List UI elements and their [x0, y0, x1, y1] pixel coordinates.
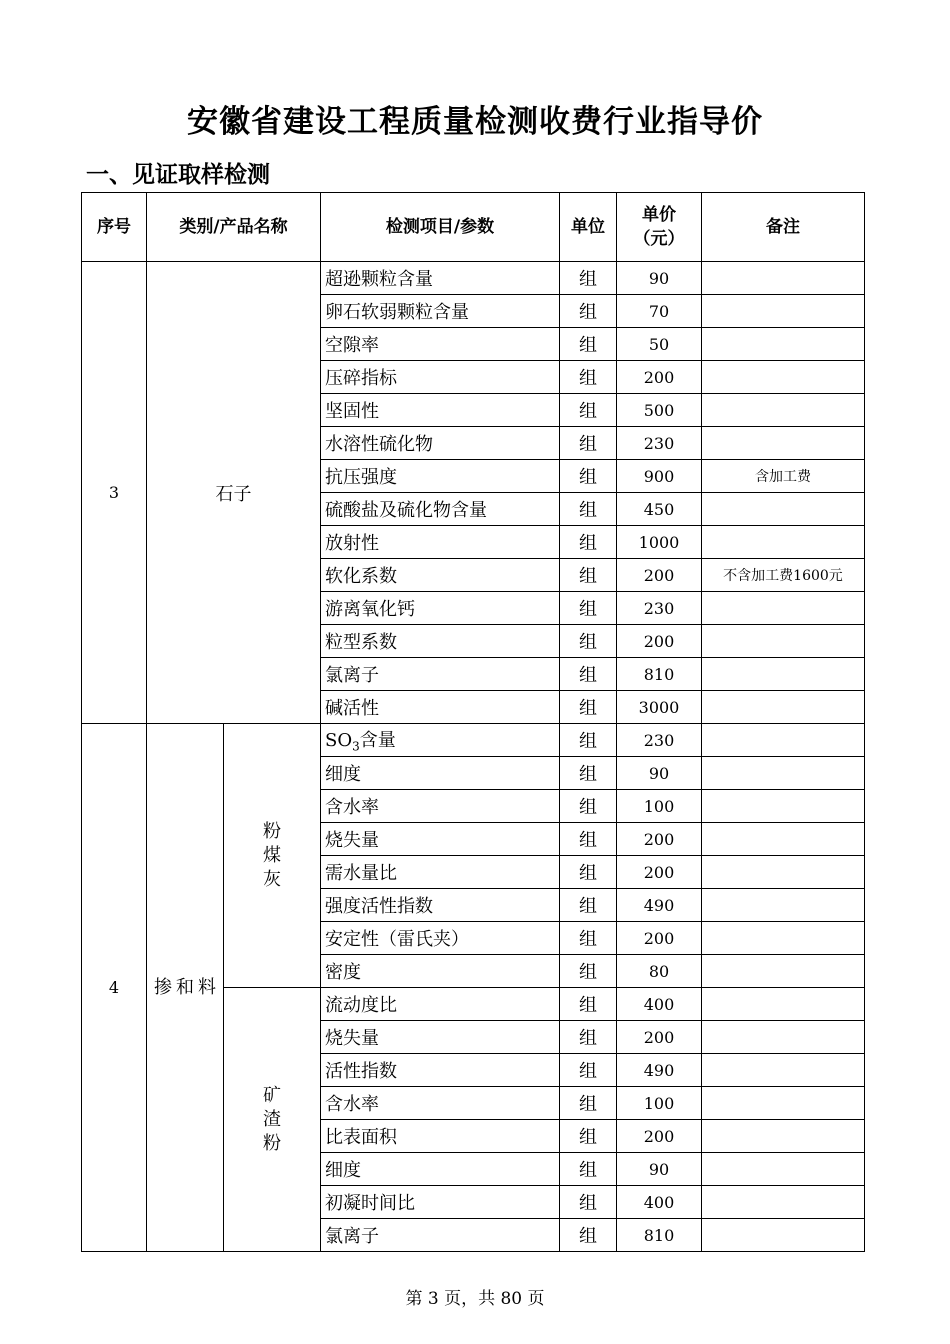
subcategory-cell — [224, 724, 321, 988]
unit-cell: 组 — [560, 1186, 617, 1219]
note-cell — [702, 922, 865, 955]
document-title: 安徽省建设工程质量检测收费行业指导价 — [187, 104, 763, 140]
price-cell: 810 — [617, 1219, 702, 1252]
price-cell: 200 — [617, 922, 702, 955]
header-price — [617, 193, 702, 262]
item-cell: 水溶性硫化物 — [321, 427, 560, 460]
unit-cell: 组 — [560, 1153, 617, 1186]
note-cell — [702, 889, 865, 922]
unit-cell: 组 — [560, 526, 617, 559]
price-cell: 450 — [617, 493, 702, 526]
unit-cell: 组 — [560, 1054, 617, 1087]
item-cell: 超逊颗粒含量 — [321, 262, 560, 295]
unit-cell: 组 — [560, 922, 617, 955]
price-cell: 500 — [617, 394, 702, 427]
price-cell: 400 — [617, 988, 702, 1021]
unit-cell: 组 — [560, 559, 617, 592]
note-cell — [702, 361, 865, 394]
price-cell: 200 — [617, 823, 702, 856]
price-cell: 230 — [617, 724, 702, 757]
unit-cell: 组 — [560, 625, 617, 658]
price-cell: 400 — [617, 1186, 702, 1219]
table-row — [82, 262, 865, 295]
note-cell — [702, 493, 865, 526]
unit-cell: 组 — [560, 460, 617, 493]
price-cell: 3000 — [617, 691, 702, 724]
note-cell — [702, 1120, 865, 1153]
note-cell — [702, 1087, 865, 1120]
unit-cell: 组 — [560, 262, 617, 295]
header-note: 备注 — [702, 193, 865, 262]
price-cell: 490 — [617, 1054, 702, 1087]
price-cell: 90 — [617, 757, 702, 790]
table-body — [82, 262, 865, 1252]
item-cell: 比表面积 — [321, 1120, 560, 1153]
unit-cell: 组 — [560, 295, 617, 328]
note-cell — [702, 658, 865, 691]
unit-cell: 组 — [560, 889, 617, 922]
price-cell: 230 — [617, 427, 702, 460]
page-footer: 第 3 页，共 80 页 — [405, 1289, 545, 1309]
unit-cell: 组 — [560, 493, 617, 526]
item-cell: 活性指数 — [321, 1054, 560, 1087]
item-cell: 卵石软弱颗粒含量 — [321, 295, 560, 328]
note-cell — [702, 1054, 865, 1087]
item-cell: 强度活性指数 — [321, 889, 560, 922]
unit-cell: 组 — [560, 328, 617, 361]
unit-cell: 组 — [560, 955, 617, 988]
item-formula: SO — [325, 730, 353, 752]
item-cell: 抗压强度 — [321, 460, 560, 493]
note-cell — [702, 592, 865, 625]
item-cell: 安定性（雷氏夹） — [321, 922, 560, 955]
note-cell — [702, 328, 865, 361]
item-cell: 密度 — [321, 955, 560, 988]
item-cell: 坚固性 — [321, 394, 560, 427]
note-cell — [702, 427, 865, 460]
note-cell — [702, 1153, 865, 1186]
item-cell: 压碎指标 — [321, 361, 560, 394]
price-cell: 90 — [617, 1153, 702, 1186]
note-cell: 含加工费 — [702, 460, 865, 493]
item-cell: 空隙率 — [321, 328, 560, 361]
note-cell — [702, 790, 865, 823]
unit-cell: 组 — [560, 988, 617, 1021]
unit-cell: 组 — [560, 823, 617, 856]
unit-cell: 组 — [560, 724, 617, 757]
fee-table — [81, 192, 865, 1252]
price-cell: 200 — [617, 1120, 702, 1153]
note-cell — [702, 1186, 865, 1219]
unit-cell: 组 — [560, 757, 617, 790]
subcategory-label: 粉煤灰 — [263, 820, 281, 890]
note-cell — [702, 724, 865, 757]
item-cell: 含水率 — [321, 1087, 560, 1120]
price-cell: 810 — [617, 658, 702, 691]
category-label: 掺和料 — [154, 976, 216, 998]
price-cell: 230 — [617, 592, 702, 625]
note-cell — [702, 1219, 865, 1252]
item-cell: 烧失量 — [321, 1021, 560, 1054]
item-cell: 初凝时间比 — [321, 1186, 560, 1219]
table-header-row — [82, 193, 865, 262]
item-cell: 游离氧化钙 — [321, 592, 560, 625]
item-formula-suffix: 含量 — [359, 730, 396, 752]
item-cell: 细度 — [321, 1153, 560, 1186]
price-cell: 90 — [617, 262, 702, 295]
price-cell: 490 — [617, 889, 702, 922]
unit-cell: 组 — [560, 394, 617, 427]
note-cell — [702, 262, 865, 295]
note-cell — [702, 823, 865, 856]
subcategory-label: 矿渣粉 — [263, 1084, 281, 1154]
header-price-line2: （元） — [633, 229, 685, 249]
header-unit: 单位 — [560, 193, 617, 262]
note-cell — [702, 757, 865, 790]
note-cell — [702, 856, 865, 889]
note-cell — [702, 988, 865, 1021]
unit-cell: 组 — [560, 1021, 617, 1054]
item-cell — [321, 724, 560, 757]
price-cell: 200 — [617, 559, 702, 592]
item-cell: 含水率 — [321, 790, 560, 823]
unit-cell: 组 — [560, 691, 617, 724]
item-cell: 软化系数 — [321, 559, 560, 592]
subcategory-cell — [224, 988, 321, 1252]
unit-cell: 组 — [560, 856, 617, 889]
price-cell: 200 — [617, 361, 702, 394]
note-cell — [702, 691, 865, 724]
table-row — [82, 724, 865, 757]
note-cell — [702, 625, 865, 658]
price-cell: 50 — [617, 328, 702, 361]
price-cell: 70 — [617, 295, 702, 328]
item-cell: 硫酸盐及硫化物含量 — [321, 493, 560, 526]
price-cell: 1000 — [617, 526, 702, 559]
item-cell: 流动度比 — [321, 988, 560, 1021]
header-category: 类别/产品名称 — [147, 193, 321, 262]
item-cell: 氯离子 — [321, 658, 560, 691]
price-cell: 900 — [617, 460, 702, 493]
unit-cell: 组 — [560, 592, 617, 625]
item-cell: 放射性 — [321, 526, 560, 559]
note-cell — [702, 394, 865, 427]
price-cell: 200 — [617, 625, 702, 658]
price-cell: 200 — [617, 1021, 702, 1054]
seq-cell: 3 — [82, 262, 147, 724]
category-cell — [147, 724, 224, 1252]
unit-cell: 组 — [560, 427, 617, 460]
item-cell: 烧失量 — [321, 823, 560, 856]
unit-cell: 组 — [560, 658, 617, 691]
header-price-line1: 单价 — [642, 205, 676, 225]
unit-cell: 组 — [560, 1087, 617, 1120]
note-cell — [702, 526, 865, 559]
unit-cell: 组 — [560, 1120, 617, 1153]
note-cell — [702, 295, 865, 328]
unit-cell: 组 — [560, 361, 617, 394]
item-cell: 粒型系数 — [321, 625, 560, 658]
note-cell — [702, 955, 865, 988]
price-cell: 100 — [617, 1087, 702, 1120]
section-title: 一、见证取样检测 — [86, 162, 270, 188]
price-cell: 100 — [617, 790, 702, 823]
note-cell: 不含加工费1600元 — [702, 559, 865, 592]
item-cell: 碱活性 — [321, 691, 560, 724]
price-cell: 200 — [617, 856, 702, 889]
unit-cell: 组 — [560, 1219, 617, 1252]
item-cell: 需水量比 — [321, 856, 560, 889]
header-seq: 序号 — [82, 193, 147, 262]
note-cell — [702, 1021, 865, 1054]
unit-cell: 组 — [560, 790, 617, 823]
item-cell: 细度 — [321, 757, 560, 790]
price-cell: 80 — [617, 955, 702, 988]
item-formula-subscript: 3 — [352, 739, 360, 754]
seq-cell: 4 — [82, 724, 147, 1252]
header-item: 检测项目/参数 — [321, 193, 560, 262]
item-cell: 氯离子 — [321, 1219, 560, 1252]
category-cell: 石子 — [147, 262, 321, 724]
